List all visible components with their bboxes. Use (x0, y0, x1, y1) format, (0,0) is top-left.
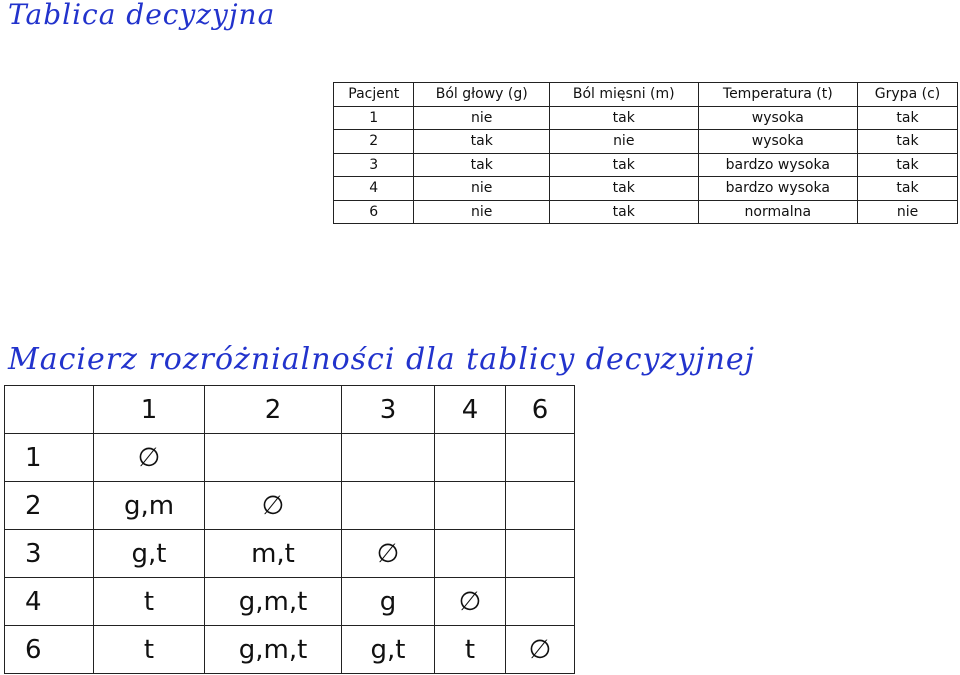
cell-patient: 4 (334, 177, 414, 201)
matrix-cell (506, 434, 575, 482)
matrix-cell (435, 530, 506, 578)
matrix-cell: ∅ (205, 482, 342, 530)
table-row (334, 200, 958, 224)
cell-headache: nie (414, 177, 549, 201)
header-temperature: Temperatura (t) (698, 83, 857, 107)
matrix-cell (506, 482, 575, 530)
cell-headache: tak (414, 130, 549, 154)
matrix-col-header: 1 (94, 386, 205, 434)
matrix-cell: ∅ (506, 626, 575, 674)
cell-patient: 3 (334, 153, 414, 177)
table-row (334, 153, 958, 177)
matrix-cell: t (94, 578, 205, 626)
cell-headache: nie (414, 200, 549, 224)
cell-headache: nie (414, 106, 549, 130)
matrix-col-header: 4 (435, 386, 506, 434)
cell-flu: tak (858, 153, 958, 177)
matrix-header-row (5, 386, 575, 434)
matrix-col-header: 2 (205, 386, 342, 434)
cell-flu: tak (858, 106, 958, 130)
cell-flu: nie (858, 200, 958, 224)
matrix-cell: g,m (94, 482, 205, 530)
matrix-row-header: 3 (5, 530, 94, 578)
decision-table-header-row (334, 83, 958, 107)
cell-flu: tak (858, 177, 958, 201)
matrix-cell: g,t (94, 530, 205, 578)
header-muscle-pain: Ból mięsni (m) (549, 83, 698, 107)
cell-muscle-pain: tak (549, 177, 698, 201)
discernibility-matrix (4, 385, 575, 674)
matrix-cell: g (342, 578, 435, 626)
table-row (334, 106, 958, 130)
cell-headache: tak (414, 153, 549, 177)
cell-muscle-pain: tak (549, 153, 698, 177)
decision-table-heading: Tablica decyzyjna (8, 0, 276, 31)
cell-muscle-pain: nie (549, 130, 698, 154)
header-headache: Ból głowy (g) (414, 83, 549, 107)
matrix-cell: ∅ (435, 578, 506, 626)
matrix-cell: t (435, 626, 506, 674)
matrix-cell: t (94, 626, 205, 674)
matrix-heading: Macierz rozróżnialności dla tablicy decyzyjnej (8, 342, 755, 377)
cell-patient: 2 (334, 130, 414, 154)
matrix-col-header: 6 (506, 386, 575, 434)
matrix-row (5, 434, 575, 482)
header-flu: Grypa (c) (858, 83, 958, 107)
cell-temperature: wysoka (698, 106, 857, 130)
matrix-cell: g,m,t (205, 578, 342, 626)
matrix-corner-cell (5, 386, 94, 434)
matrix-row-header: 6 (5, 626, 94, 674)
cell-patient: 6 (334, 200, 414, 224)
cell-temperature: bardzo wysoka (698, 177, 857, 201)
table-row (334, 130, 958, 154)
matrix-cell (205, 434, 342, 482)
cell-patient: 1 (334, 106, 414, 130)
matrix-row (5, 578, 575, 626)
cell-temperature: wysoka (698, 130, 857, 154)
table-row (334, 177, 958, 201)
matrix-cell (342, 434, 435, 482)
decision-table (333, 82, 958, 224)
matrix-cell: ∅ (94, 434, 205, 482)
matrix-row-header: 1 (5, 434, 94, 482)
matrix-cell (506, 578, 575, 626)
cell-temperature: bardzo wysoka (698, 153, 857, 177)
matrix-row (5, 626, 575, 674)
matrix-row (5, 482, 575, 530)
matrix-cell: m,t (205, 530, 342, 578)
matrix-cell (435, 434, 506, 482)
matrix-row (5, 530, 575, 578)
cell-muscle-pain: tak (549, 200, 698, 224)
matrix-row-header: 2 (5, 482, 94, 530)
matrix-cell: ∅ (342, 530, 435, 578)
matrix-cell: g,t (342, 626, 435, 674)
cell-temperature: normalna (698, 200, 857, 224)
matrix-cell (342, 482, 435, 530)
matrix-row-header: 4 (5, 578, 94, 626)
cell-flu: tak (858, 130, 958, 154)
header-patient: Pacjent (334, 83, 414, 107)
matrix-col-header: 3 (342, 386, 435, 434)
matrix-cell: g,m,t (205, 626, 342, 674)
matrix-cell (506, 530, 575, 578)
cell-muscle-pain: tak (549, 106, 698, 130)
matrix-cell (435, 482, 506, 530)
